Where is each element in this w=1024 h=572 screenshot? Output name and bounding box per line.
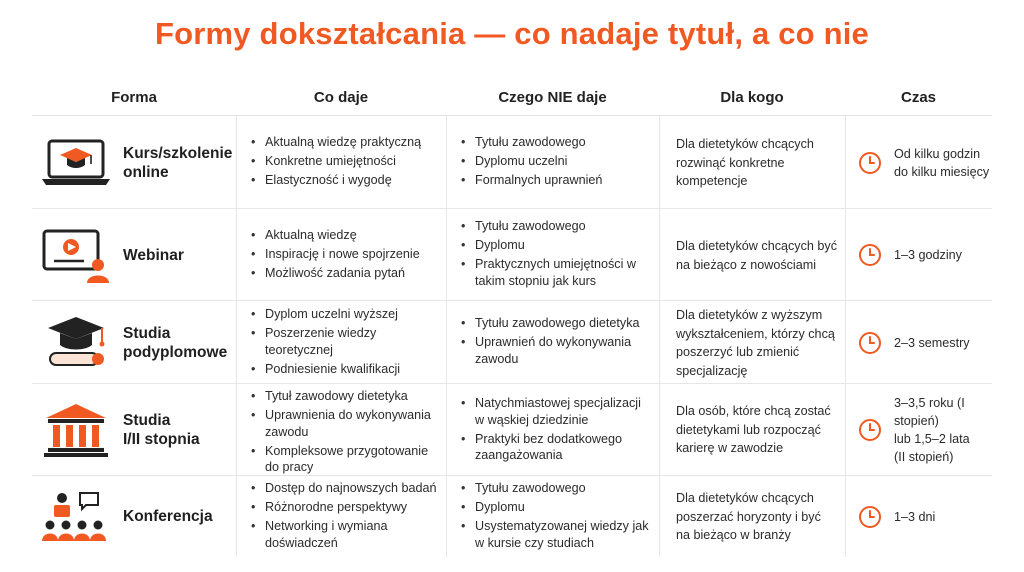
for-whom-line: kompetencje <box>676 174 748 188</box>
clock-icon <box>858 331 882 355</box>
time-cell <box>845 209 992 300</box>
table-row <box>32 116 992 209</box>
not-gives-list <box>461 395 653 466</box>
gives-item: • Poszerzenie wiedzy teoretycznej <box>251 325 440 358</box>
form-cell <box>32 476 236 557</box>
for-whom-line: Dla dietetyków chcących być <box>676 239 837 253</box>
form-name-line: Kurs/szkolenie <box>123 145 233 162</box>
not-gives-item: • Natychmiastowej specjalizacji w wąskiej dziedzinie <box>461 395 653 428</box>
form-name <box>123 246 184 265</box>
gives-item: • Aktualną wiedzę praktyczną <box>251 134 440 151</box>
not-gives-cell <box>446 384 659 475</box>
not-gives-item: • Tytułu zawodowego dietetyka <box>461 315 653 332</box>
not-gives-cell <box>446 116 659 208</box>
time-cell <box>845 384 992 475</box>
gives-item: • Inspirację i nowe spojrzenie <box>251 246 440 263</box>
for-whom-line: karierę w zawodzie <box>676 441 784 455</box>
for-whom-line: specjalizację <box>676 363 748 378</box>
table-row <box>32 476 992 557</box>
clock-icon <box>858 243 882 267</box>
not-gives-item: • Usystematyzowanej wiedzy jak w kursie czy studiach <box>461 518 653 551</box>
conference-speaker-audience-icon <box>40 489 112 545</box>
for-whom-text <box>676 306 837 380</box>
not-gives-cell <box>446 476 659 557</box>
form-cell <box>32 384 236 475</box>
for-whom-line: poszerzać horyzonty i być <box>676 509 821 524</box>
comparison-table <box>32 80 992 557</box>
not-gives-item: • Uprawnień do wykonywania zawodu <box>461 334 653 367</box>
for-whom-line: Dla dietetyków chcących <box>676 137 814 151</box>
for-whom-line: na bieżąco z nowościami <box>676 257 817 272</box>
time-line: Od kilku godzin <box>894 147 981 161</box>
clock-icon <box>858 151 882 175</box>
form-name-line: I/II stopnia <box>123 431 200 448</box>
table-row <box>32 384 992 476</box>
video-presentation-icon <box>40 227 112 283</box>
page-title: Formy dokształcania — co nadaje tytuł, a co nie <box>155 16 869 51</box>
gives-cell <box>236 384 446 475</box>
for-whom-cell <box>659 476 845 557</box>
not-gives-item: • Formalnych uprawnień <box>461 172 653 189</box>
time-text <box>894 334 970 352</box>
university-building-icon <box>40 402 112 458</box>
not-gives-cell <box>446 209 659 300</box>
not-gives-item: • Praktyki bez dodatkowego zaangażowania <box>461 431 653 464</box>
form-name <box>123 411 200 449</box>
gives-list <box>251 227 440 284</box>
not-gives-list <box>461 480 653 554</box>
not-gives-item: • Tytułu zawodowego <box>461 480 653 497</box>
gives-list <box>251 134 440 191</box>
time-text <box>894 394 992 466</box>
not-gives-item: • Tytułu zawodowego <box>461 134 653 151</box>
for-whom-line: rozwinąć konkretne <box>676 155 785 170</box>
time-text <box>894 145 989 181</box>
for-whom-line: Dla dietetyków z wyższym <box>676 308 823 322</box>
gives-item: • Różnorodne perspektywy <box>251 499 440 516</box>
header-forma: Forma <box>111 89 157 106</box>
time-line: 1–3 godziny <box>894 248 962 262</box>
header-czego-nie-daje: Czego NIE daje <box>498 89 607 106</box>
for-whom-text <box>676 489 837 545</box>
not-gives-list <box>461 315 653 370</box>
for-whom-line: Dla dietetyków chcących <box>676 491 814 505</box>
header-czas: Czas <box>900 89 937 106</box>
time-cell <box>845 476 992 557</box>
time-text <box>894 508 935 526</box>
time-line: 1–3 dni <box>894 510 936 524</box>
time-line: 2–3 semestry <box>894 336 970 350</box>
for-whom-line: Dla osób, które chcą zostać <box>676 404 831 418</box>
for-whom-text <box>676 135 837 191</box>
form-name-line: Studia <box>123 325 171 342</box>
header-dla-kogo: Dla kogo <box>720 89 784 106</box>
not-gives-cell <box>446 301 659 383</box>
not-gives-item: • Dyplomu <box>461 237 653 254</box>
form-name <box>123 324 227 362</box>
gives-item: • Uprawnienia do wykonywania zawodu <box>251 407 440 440</box>
form-name-line: Studia <box>123 412 171 429</box>
for-whom-line: dietetykami lub rozpocząć <box>676 422 821 437</box>
for-whom-line: na bieżąco w branży <box>676 528 791 542</box>
form-cell <box>32 209 236 300</box>
form-name-line: podyplomowe <box>123 344 228 361</box>
time-cell <box>845 116 992 208</box>
mortarboard-diploma-icon <box>40 315 112 371</box>
form-name-line: online <box>123 164 169 181</box>
gives-list <box>251 388 440 478</box>
time-line: do kilku miesięcy <box>894 165 990 179</box>
gives-item: • Konkretne umiejętności <box>251 153 440 170</box>
time-line: 3–3,5 roku (I stopień) <box>894 396 965 428</box>
time-text <box>894 246 962 264</box>
gives-item: • Networking i wymiana doświadczeń <box>251 518 440 551</box>
time-cell <box>845 301 992 383</box>
form-cell <box>32 301 236 383</box>
gives-list <box>251 306 440 380</box>
gives-list <box>251 480 440 554</box>
gives-item: • Dyplom uczelni wyższej <box>251 306 440 323</box>
gives-item: • Możliwość zadania pytań <box>251 265 440 282</box>
gives-item: • Kompleksowe przygotowanie do pracy <box>251 443 440 476</box>
form-name-line: Webinar <box>123 247 184 264</box>
not-gives-item: • Dyplomu <box>461 499 653 516</box>
gives-item: • Podniesienie kwalifikacji <box>251 361 440 378</box>
not-gives-item: • Dyplomu uczelni <box>461 153 653 170</box>
for-whom-line: wykształceniem, którzy chcą <box>676 326 835 341</box>
form-cell <box>32 116 236 208</box>
time-line: lub 1,5–2 lata <box>894 432 970 446</box>
time-line: (II stopień) <box>894 450 954 464</box>
clock-icon <box>858 418 882 442</box>
gives-item: • Elastyczność i wygodę <box>251 172 440 189</box>
for-whom-cell <box>659 384 845 475</box>
table-row <box>32 209 992 301</box>
not-gives-list <box>461 134 653 191</box>
form-name-line: Konferencja <box>123 508 213 525</box>
form-name <box>123 144 232 182</box>
header-co-daje: Co daje <box>313 89 369 106</box>
gives-cell <box>236 116 446 208</box>
gives-item: • Tytuł zawodowy dietetyka <box>251 388 440 405</box>
laptop-graduation-cap-icon <box>40 135 112 191</box>
not-gives-item: • Tytułu zawodowego <box>461 218 653 235</box>
form-name <box>123 507 213 526</box>
for-whom-cell <box>659 301 845 383</box>
for-whom-line: poszerzyć lub zmienić <box>676 345 800 359</box>
for-whom-text <box>676 402 837 458</box>
gives-cell <box>236 301 446 383</box>
not-gives-list <box>461 218 653 292</box>
gives-item: • Dostęp do najnowszych badań <box>251 480 440 497</box>
table-row <box>32 301 992 384</box>
gives-cell <box>236 476 446 557</box>
for-whom-cell <box>659 209 845 300</box>
table-header <box>32 80 992 116</box>
table-body <box>32 116 992 557</box>
clock-icon <box>858 505 882 529</box>
gives-cell <box>236 209 446 300</box>
for-whom-text <box>676 237 837 274</box>
not-gives-item: • Praktycznych umiejętności w takim stopniu jak kurs <box>461 256 653 289</box>
gives-item: • Aktualną wiedzę <box>251 227 440 244</box>
for-whom-cell <box>659 116 845 208</box>
